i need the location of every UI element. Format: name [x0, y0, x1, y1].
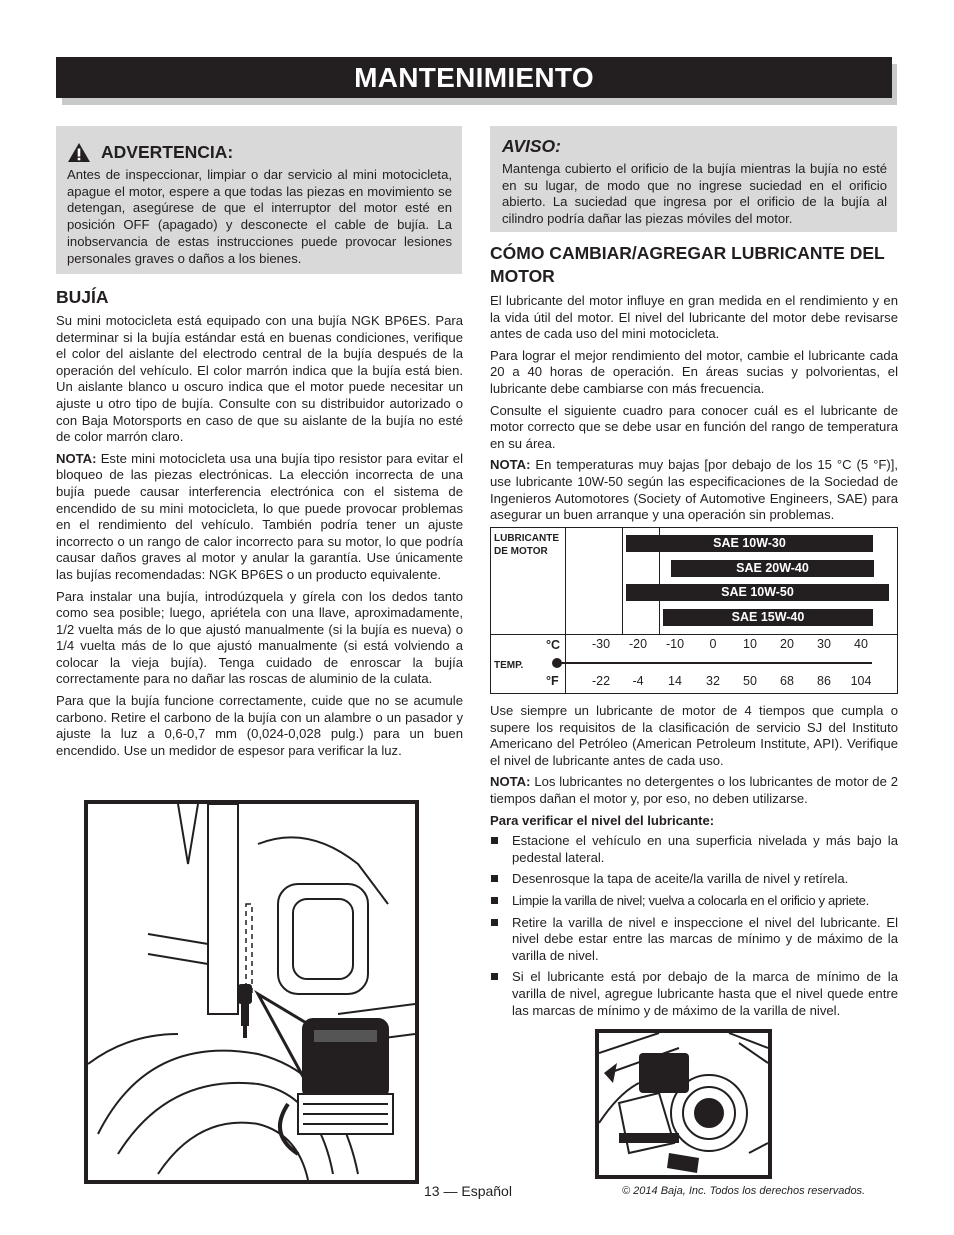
bujia-note-text: Este mini motocicleta usa una bujía tipo resistor para evitar el bloqueo de las piezas electrónicas. La elección incorrecta de una bujía puede causar interferencia electrónica con el sistema de encendido de su mini motocicleta, lo que puede provocar problemas en el rendimiento del vehículo. También podría tener un ajuste incorrecto o un rango de calor incorrecto para su motor, lo que podría causar daños graves al motor y anular la garantía. Use únicamente las bujías recomendadas: NGK BP6ES o un producto equivalente.: [56, 450, 463, 582]
warning-heading-row: [67, 142, 452, 163]
chart-divider-horizontal: [491, 634, 897, 635]
page-number: 13 — Español: [424, 1183, 512, 1199]
warning-triangle-icon: [67, 142, 91, 163]
engine-dipstick-illustration: [599, 1033, 768, 1175]
lubricante-section: [490, 242, 898, 529]
lubricante-note-2: [490, 774, 898, 807]
warning-text: Antes de inspeccionar, limpiar o dar servicio al mini motocicleta, apague el motor, espere a que todas las piezas en movimiento se detengan, asegúrese de que el interruptor del motor esté en posición OFF (apagado) y desconecte el cable de bujía. La inobservancia de estas instrucciones puede provocar lesiones personales graves o daños a los bienes.: [67, 167, 452, 266]
celsius-tick-label: 10: [743, 637, 757, 651]
temp-scale-line: [555, 662, 872, 664]
fahrenheit-tick-label: 86: [817, 674, 831, 688]
chart-temp-label: TEMP.: [494, 660, 524, 671]
page-title: MANTENIMIENTO: [56, 57, 892, 98]
check-heading: Para verificar el nivel del lubricante:: [490, 812, 715, 828]
lubricante-section-2: [490, 703, 898, 1024]
list-item: Si el lubricante está por debajo de la marca de mínimo de la varilla de nivel, agregue lubricante hasta que el nivel quede entre las marcas de mínimo y de máximo de la varilla de nivel.: [490, 969, 898, 1019]
fahrenheit-tick-label: -4: [632, 674, 644, 688]
chart-divider-vertical: [565, 528, 566, 693]
celsius-tick-label: 40: [854, 637, 868, 651]
check-steps: [490, 833, 898, 1019]
celsius-tick-label: 0: [709, 637, 717, 651]
celsius-tick-label: -10: [665, 637, 685, 651]
fahrenheit-tick-label: 32: [706, 674, 720, 688]
celsius-unit: °C: [546, 638, 561, 652]
list-item: Desenrosque la tapa de aceite/la varilla de nivel y retírela.: [490, 871, 898, 888]
warning-box: [56, 126, 462, 274]
spark-plug-figure: [84, 800, 419, 1184]
chart-gridline: [622, 528, 623, 634]
list-item: Estacione el vehículo en una superficia nivelada y más bajo la pedestal lateral.: [490, 833, 898, 866]
lubricante-note2-text: Los lubricantes no detergentes o los lubricantes de motor de 2 tiempos dañan el motor y, por eso, no deben utilizarse.: [490, 774, 898, 806]
celsius-tick-label: 20: [780, 637, 794, 651]
list-item: Retire la varilla de nivel e inspeccione el nivel del lubricante. El nivel debe estar entre las marcas de mínimo y de máximo de la varilla de nivel.: [490, 915, 898, 965]
lubricante-paragraph-1: El lubricante del motor influye en gran medida en el rendimiento y en la vida útil del motor. El nivel del lubricante del motor debe revisarse antes de cada uso del mini motocicleta.: [490, 293, 898, 342]
aviso-box: [490, 126, 897, 232]
bujia-note-label: NOTA:: [56, 450, 97, 466]
celsius-tick-label: -20: [628, 637, 648, 651]
celsius-tick-label: 30: [817, 637, 831, 651]
oil-viscosity-chart: [490, 527, 898, 694]
fahrenheit-tick-label: 68: [780, 674, 794, 688]
lubricante-note2-label: NOTA:: [490, 774, 531, 790]
lubricante-heading: CÓMO CAMBIAR/AGREGAR LUBRICANTE DEL MOTOR: [490, 243, 885, 286]
bujia-note: [56, 451, 463, 584]
list-item: Limpie la varilla de nivel; vuelva a colocarla en el orificio y apriete.: [490, 893, 898, 910]
chart-bar: SAE 10W-30: [626, 535, 873, 552]
spark-plug: [238, 984, 252, 1038]
lubricante-paragraph-2: Para lograr el mejor rendimiento del motor, cambie el lubricante cada 20 a 40 horas de operación. En áreas sucias y polvorientas, el lubricante debe cambiarse con más frecuencia.: [490, 347, 898, 396]
aviso-heading: AVISO:: [502, 136, 561, 156]
bujia-paragraph-1: Su mini motocicleta está equipado con una bujía NGK BP6ES. Para determinar si la bujía estándar está en buenas condiciones, verifique el color del aislante del electrodo central de la bujía después de la operación del vehículo. El color marrón indica que la bujía está bien. Un aislante blanco u oscuro indica que el motor puede necesitar un ajuste u otro tipo de bujía. Consulte con su distribuidor autorizado o con Baja Motorsports en caso de que su aislante de la bujía no esté de color marrón claro.: [56, 313, 463, 445]
warning-heading: ADVERTENCIA:: [101, 142, 234, 162]
bujia-paragraph-4: Para que la bujía funcione correctamente, cuide que no se acumule carbono. Retire el carbono de la bujía con un alambre o un pasador y ajuste la luz a 0,6-0,7 mm (0,024-0,028 pulg.) para un buen encendido. Use un medidor de espesor para verificar la luz.: [56, 693, 463, 758]
chart-bar: SAE 20W-40: [671, 560, 874, 577]
aviso-text: Mantenga cubierto el orificio de la bujía mientras la bujía no esté en su lugar, de modo que no ingrese suciedad en el orificio abierto. La suciedad que ingresa por el orificio de la bujía al cilindro podría dañar las piezas móviles del motor.: [502, 161, 887, 226]
bujia-paragraph-3: Para instalar una bujía, introdúzquela y gírela con los dedos tanto como sea posible; luego, apriétela con una llave, aproximadamente, 1/2 vuelta más de lo que ajustó manualmente (si la bujía es nueva) o 1/4 vuelta más de lo que ajustó manualmente (si está volviendo a colocar la vieja bujía). Tenga cuidado de enroscar la bujía correctamente para no dañar las roscas de aluminio de la culata.: [56, 588, 463, 687]
fahrenheit-unit: °F: [546, 674, 559, 688]
chart-row-label: LUBRICANTE DE MOTOR: [494, 533, 559, 557]
lubricante-paragraph-3: Consulte el siguiente cuadro para conocer cuál es el lubricante de motor correcto que se debe usar en función del rango de temperatura en su área.: [490, 402, 898, 451]
fahrenheit-tick-label: 104: [850, 674, 872, 688]
lubricante-note: [490, 457, 898, 523]
spark-plug-illustration: [88, 804, 415, 1180]
chart-bar: SAE 15W-40: [663, 609, 873, 626]
cylinder-head: [298, 1019, 393, 1134]
fahrenheit-tick-label: 14: [668, 674, 682, 688]
dipstick-figure: [595, 1029, 772, 1179]
bujia-section: [56, 286, 463, 764]
fahrenheit-tick-label: -22: [591, 674, 611, 688]
lubricante-paragraph-4: Use siempre un lubricante de motor de 4 tiempos que cumpla o supere los requisitos de la clasificación de servicio SJ del Instituto Americano del Petróleo (American Petroleum Institute, API). Verifique el nivel de lubricante antes de cada uso.: [490, 703, 898, 768]
bujia-heading: BUJÍA: [56, 287, 109, 307]
lubricante-note-text: En temperaturas muy bajas [por debajo de los 15 °C (5 °F)], use lubricante 10W-50 según las especificaciones de la Sociedad de Ingenieros Automotores (Society of Automotive Engineers, SAE) para asegurar un buen arranque y una operación sin problemas.: [490, 457, 898, 523]
fahrenheit-tick-label: 50: [743, 674, 757, 688]
celsius-tick-label: -30: [591, 637, 611, 651]
lubricante-note-label: NOTA:: [490, 457, 531, 473]
copyright: © 2014 Baja, Inc. Todos los derechos reservados.: [622, 1185, 866, 1197]
chart-bar: SAE 10W-50: [626, 584, 889, 601]
